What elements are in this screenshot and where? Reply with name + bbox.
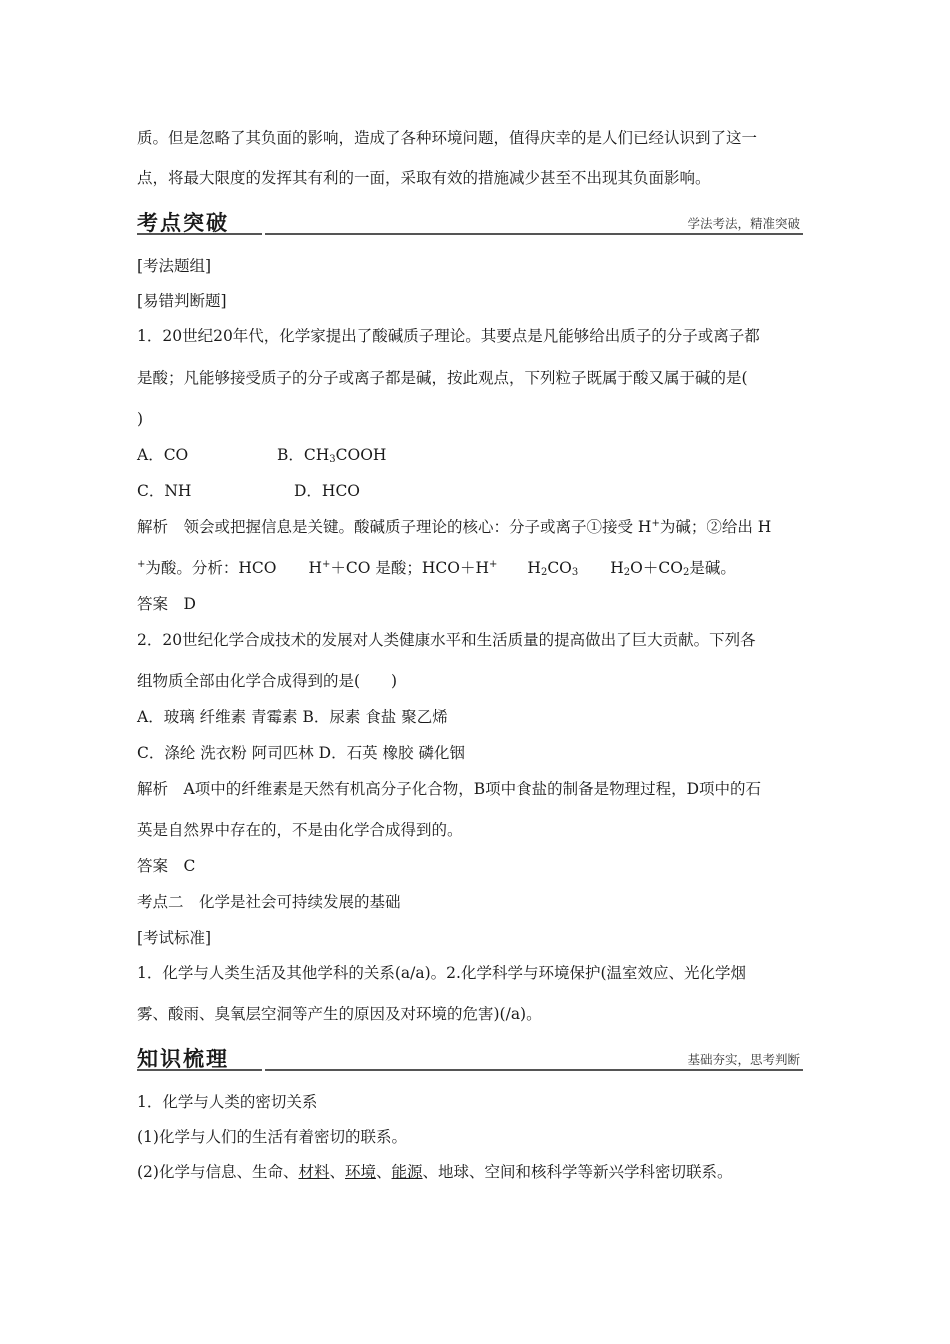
q1-analysis-line-1: 解析 领会或把握信息是关键。酸碱质子理论的核心：分子或离子①接受 H+为碱；②给出 H bbox=[137, 518, 772, 536]
section-divider bbox=[265, 233, 803, 235]
label-method-group: [考法题组] bbox=[137, 257, 212, 275]
intro-line-1: 质。但是忽略了其负面的影响，造成了各种环境问题，值得庆幸的是人们已经认识到了这一 bbox=[137, 129, 758, 147]
section-tag: 学法考法，精准突破 bbox=[687, 216, 800, 231]
q1-answer: 答案 D bbox=[137, 595, 196, 613]
point2-standard-line-1: 1．化学与人类生活及其他学科的关系(a/a)。2.化学科学与环境保护(温室效应、光化学烟 bbox=[137, 964, 746, 982]
section-title-zhishi: 知识梳理 bbox=[137, 1047, 229, 1071]
q2-line-2: 组物质全部由化学合成得到的是( ) bbox=[137, 672, 398, 690]
point2-standard-line-2: 雾、酸雨、臭氧层空洞等产生的原因及对环境的危害)(/a)。 bbox=[137, 1005, 542, 1023]
q1-option-b: B．$CH_3COOH$ bbox=[277, 446, 387, 465]
knowledge-item-2: (2)化学与信息、生命、材料、环境、能源、地球、空间和核科学等新兴学科密切联系。 bbox=[137, 1163, 733, 1181]
q2-options-ab: A．玻璃 纤维素 青霉素 B．尿素 食盐 聚乙烯 bbox=[137, 708, 448, 726]
q1-line-2: 是酸；凡能够接受质子的分子或离子都是碱，按此观点，下列粒子既属于酸又属于碱的是( bbox=[137, 369, 748, 387]
section-title-kaodian: 考点突破 bbox=[137, 211, 229, 235]
knowledge-item-1: (1)化学与人们的生活有着密切的联系。 bbox=[137, 1128, 407, 1146]
keyword-environment: 环境 bbox=[345, 1163, 377, 1181]
label-exam-standard: [考试标准] bbox=[137, 929, 212, 947]
q2-answer: 答案 C bbox=[137, 857, 196, 875]
q1-line-1: 1．20世纪20年代，化学家提出了酸碱质子理论。其要点是凡能够给出质子的分子或离子都 bbox=[137, 327, 760, 345]
section2-title-underline bbox=[137, 1069, 262, 1071]
q1-option-c: C．NH bbox=[137, 482, 192, 500]
intro-line-2: 点，将最大限度的发挥其有利的一面，采取有效的措施减少甚至不出现其负面影响。 bbox=[137, 169, 711, 187]
section2-tag: 基础夯实，思考判断 bbox=[687, 1052, 800, 1067]
label-error-judge: [易错判断题] bbox=[137, 292, 227, 310]
section2-divider bbox=[265, 1069, 803, 1071]
knowledge-heading: 1．化学与人类的密切关系 bbox=[137, 1093, 318, 1111]
q1-option-d: D．HCO bbox=[294, 482, 361, 500]
q1-option-a: A．CO bbox=[137, 446, 189, 464]
keyword-energy: 能源 bbox=[391, 1163, 423, 1181]
point2-title: 考点二 化学是社会可持续发展的基础 bbox=[137, 893, 401, 911]
q2-options-cd: C．涤纶 洗衣粉 阿司匹林 D．石英 橡胶 磷化铟 bbox=[137, 744, 465, 762]
q1-line-3: ) bbox=[137, 410, 144, 428]
section-title-underline bbox=[137, 233, 262, 235]
q2-analysis-line-2: 英是自然界中存在的，不是由化学合成得到的。 bbox=[137, 821, 463, 839]
keyword-materials: 材料 bbox=[298, 1163, 330, 1181]
q2-line-1: 2．20世纪化学合成技术的发展对人类健康水平和生活质量的提高做出了巨大贡献。下列各 bbox=[137, 631, 756, 649]
q2-analysis-line-1: 解析 A项中的纤维素是天然有机高分子化合物，B项中食盐的制备是物理过程，D项中的石 bbox=[137, 780, 762, 798]
q1-analysis-line-2: +为酸。分析：HCO H+＋CO 是酸；HCO＋H+ $H_2CO_3$ $H_2O+CO_2$是碱。 bbox=[137, 559, 736, 578]
